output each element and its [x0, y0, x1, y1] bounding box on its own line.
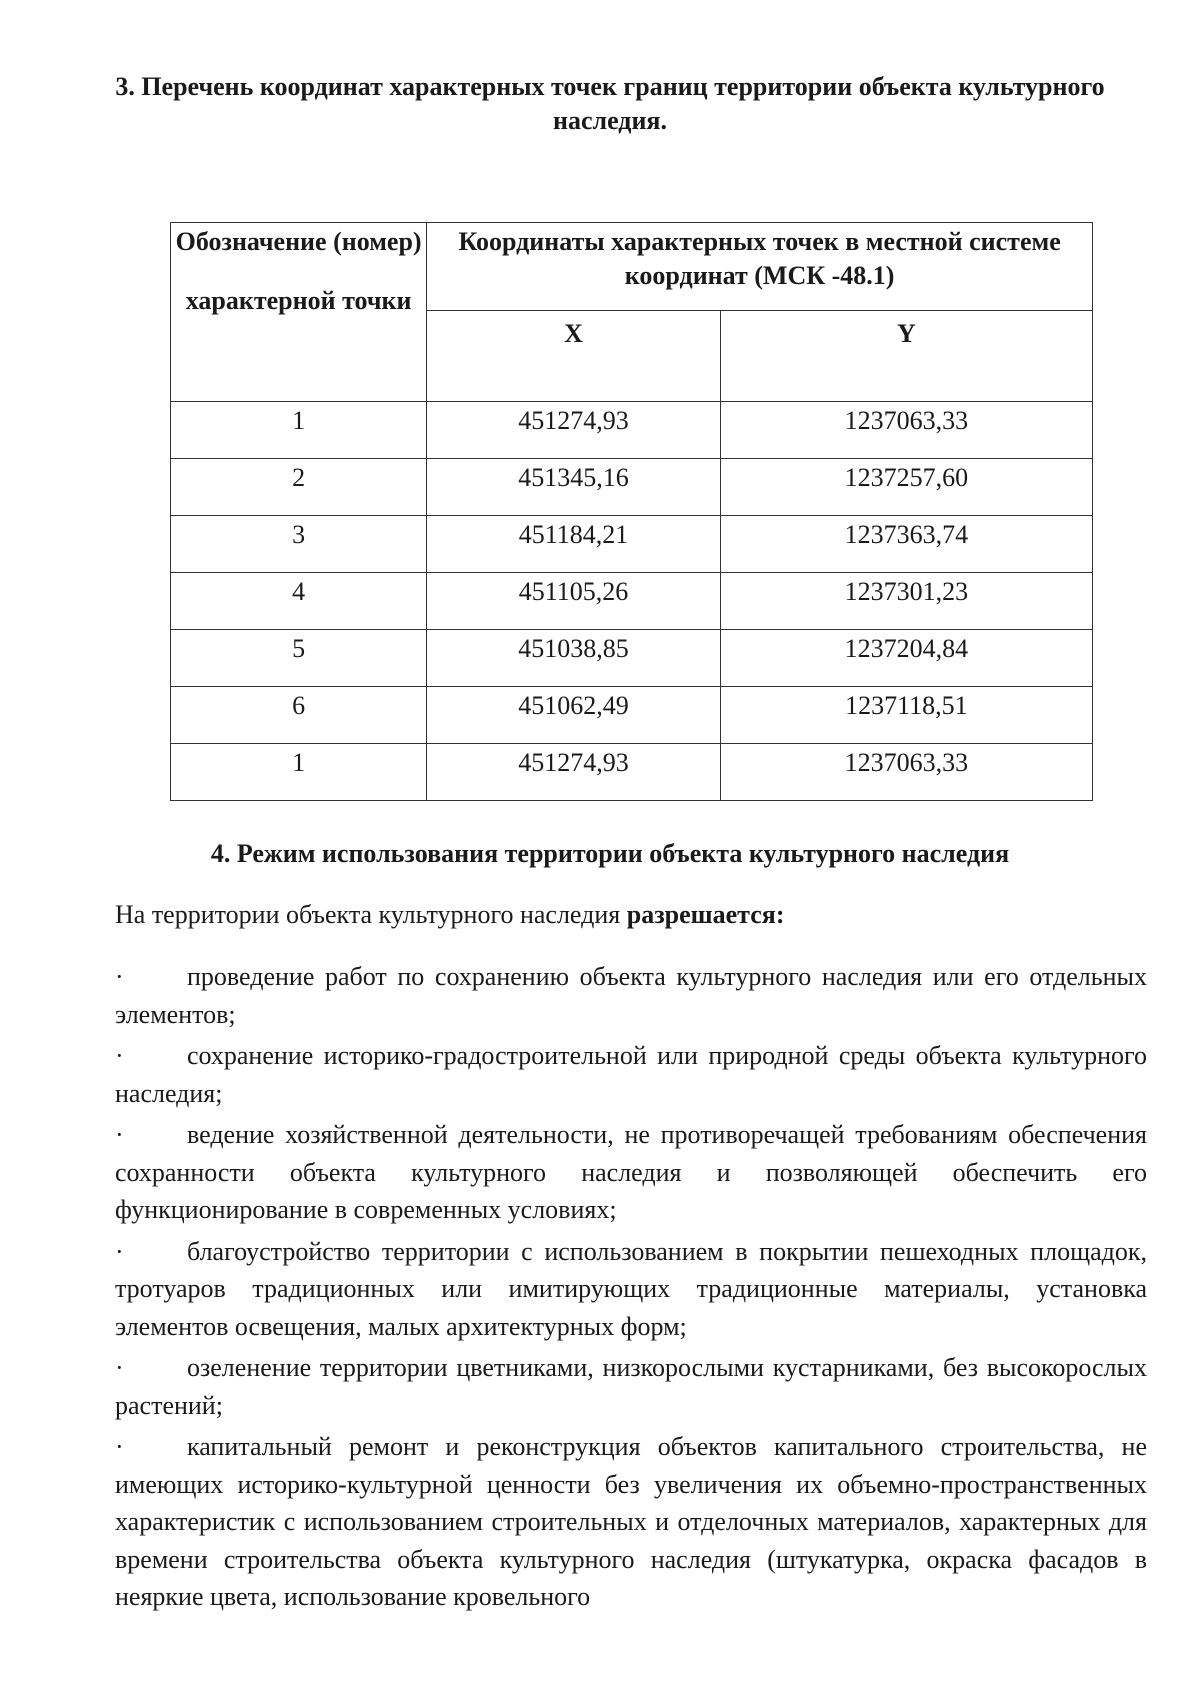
header-y: Y	[720, 311, 1092, 402]
permitted-list	[115, 958, 1147, 1620]
x-value: 451105,26	[427, 573, 721, 630]
list-item-text: ведение хозяйственной деятельности, не противоречащей требованиям обеспечения сохранности объекта культурного наследия и позволяющей обеспечить его функционирование в современных условиях;	[115, 1120, 1147, 1224]
table-row	[171, 459, 1093, 516]
point-number: 5	[171, 630, 427, 687]
point-number: 2	[171, 459, 427, 516]
point-number: 3	[171, 516, 427, 573]
list-item	[115, 1349, 1147, 1424]
intro-bold: разрешается:	[626, 900, 785, 929]
bullet-marker: ·	[115, 1236, 124, 1266]
x-value: 451062,49	[427, 687, 721, 744]
x-value: 451274,93	[427, 744, 721, 801]
intro-text: На территории объекта культурного наследия	[115, 900, 627, 929]
table-row	[171, 687, 1093, 744]
bullet-marker: ·	[115, 962, 124, 991]
list-item-text: сохранение историко-градостроительной или природной среды объекта культурного наследия;	[115, 1041, 1147, 1108]
header-point-designation	[171, 223, 427, 402]
list-item	[115, 1233, 1147, 1346]
list-item	[115, 1428, 1147, 1616]
bullet-marker: ·	[115, 1432, 124, 1461]
y-value: 1237118,51	[720, 687, 1092, 744]
table-row	[171, 573, 1093, 630]
x-value: 451038,85	[427, 630, 721, 687]
y-value: 1237257,60	[720, 459, 1092, 516]
bullet-marker: ·	[115, 1041, 124, 1070]
list-item	[115, 958, 1147, 1033]
list-item	[115, 1116, 1147, 1229]
table-row	[171, 516, 1093, 573]
point-number: 1	[171, 744, 427, 801]
y-value: 1237301,23	[720, 573, 1092, 630]
x-value: 451184,21	[427, 516, 721, 573]
y-value: 1237063,33	[720, 402, 1092, 459]
list-item-text: благоустройство территории с использованием в покрытии пешеходных площадок, тротуаров традиционных или имитирующих традиционные материалы, установка элементов освещения, малых архитектурных форм;	[115, 1236, 1147, 1341]
coordinates-table	[170, 222, 1093, 801]
y-value: 1237363,74	[720, 516, 1092, 573]
table-row	[171, 402, 1093, 459]
point-number: 6	[171, 687, 427, 744]
header-x: X	[427, 311, 721, 402]
bullet-marker: ·	[115, 1353, 124, 1382]
list-item-text: проведение работ по сохранению объекта культурного наследия или его отдельных элементов;	[115, 962, 1147, 1029]
section-4-title: 4. Режим использования территории объекта культурного наследия	[210, 839, 1010, 868]
header-ident-line2: характерной точки	[185, 286, 412, 315]
table-row	[171, 744, 1093, 801]
header-coordinates: Координаты характерных точек в местной системе координат (МСК -48.1)	[427, 223, 1093, 311]
bullet-marker: ·	[115, 1120, 124, 1149]
section-3-title: 3. Перечень координат характерных точек границ территории объекта культурного наследия.	[115, 72, 1105, 135]
list-item-text: капитальный ремонт и реконструкция объектов капитального строительства, не имеющих историко-культурной ценности без увеличения их объемно-пространственных характеристик с использованием строительных и отделочных материалов, характерных для времени строительства объекта культурного наследия (штукатурка, окраска фасадов в неяркие цвета, использование кровельного	[115, 1432, 1147, 1611]
x-value: 451274,93	[427, 402, 721, 459]
list-item-text: озеленение территории цветниками, низкорослыми кустарниками, без высокорослых растений;	[115, 1353, 1147, 1420]
y-value: 1237204,84	[720, 630, 1092, 687]
list-item	[115, 1037, 1147, 1112]
point-number: 4	[171, 573, 427, 630]
table-row	[171, 630, 1093, 687]
intro-paragraph	[115, 896, 1147, 933]
y-value: 1237063,33	[720, 744, 1092, 801]
header-ident-line1: Обозначение (номер)	[175, 227, 422, 256]
x-value: 451345,16	[427, 459, 721, 516]
point-number: 1	[171, 402, 427, 459]
